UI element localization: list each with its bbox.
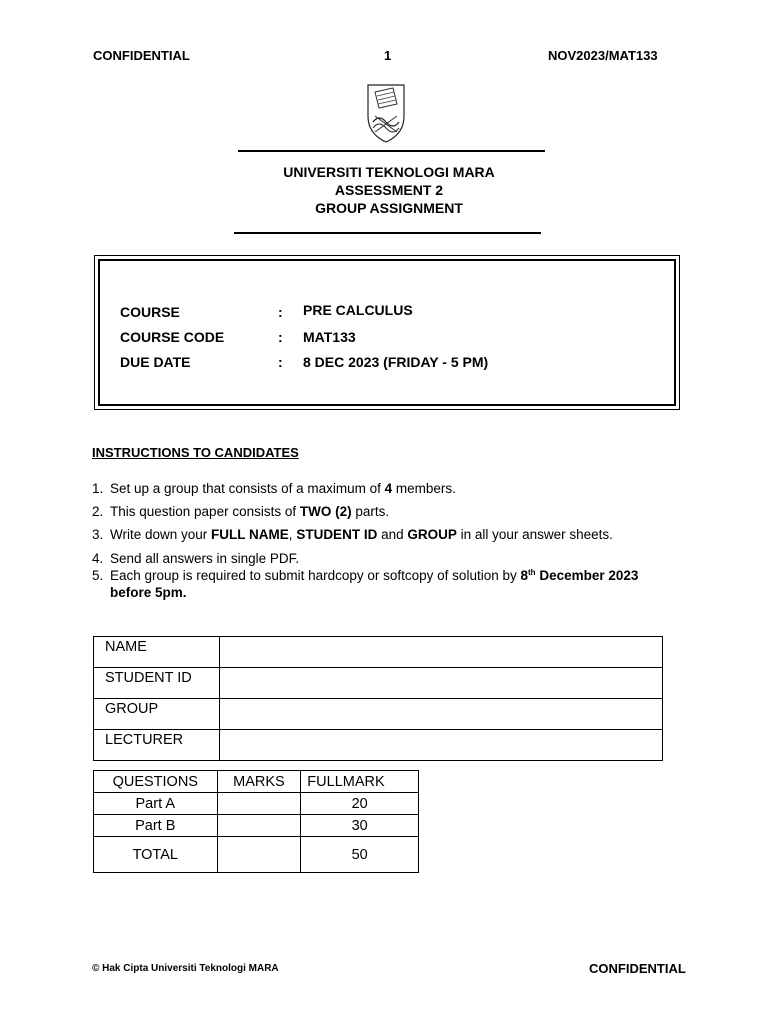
header-paper-code: NOV2023/MAT133 [548, 48, 658, 63]
course-code-label: COURSE CODE [120, 329, 225, 345]
due-date-colon: : [278, 354, 283, 370]
marks-cell[interactable] [217, 837, 301, 873]
table-row [94, 730, 663, 761]
instruction-item [92, 503, 684, 520]
lecturer-field[interactable] [220, 730, 663, 761]
course-code-value: MAT133 [303, 329, 356, 345]
course-colon: : [278, 304, 283, 320]
group-field[interactable] [220, 699, 663, 730]
title-rule-top [238, 150, 545, 152]
instruction-number: 2. [92, 504, 104, 519]
name-field[interactable] [220, 637, 663, 668]
student-id-label: STUDENT ID [94, 668, 220, 699]
instruction-text: This question paper consists of TWO (2) parts. [110, 504, 390, 519]
instruction-number: 5. [92, 568, 104, 583]
fullmark-cell: 50 [301, 837, 419, 873]
course-code-colon: : [278, 329, 283, 345]
course-info-box [94, 255, 680, 410]
marks-cell[interactable] [217, 793, 301, 815]
table-row [94, 699, 663, 730]
instruction-number: 4. [92, 551, 104, 566]
marks-header: MARKS [217, 771, 301, 793]
table-row [94, 637, 663, 668]
title-block [238, 163, 540, 217]
name-label: NAME [94, 637, 220, 668]
questions-header: QUESTIONS [94, 771, 218, 793]
instruction-item [92, 526, 684, 543]
marks-table [93, 770, 419, 873]
instruction-text: Each group is required to submit hardcopy or softcopy of solution by 8th December 2023 before 5pm. [110, 568, 639, 600]
table-row [94, 837, 419, 873]
instruction-text: Send all answers in single PDF. [110, 551, 300, 566]
due-date-value: 8 DEC 2023 (FRIDAY - 5 PM) [303, 354, 489, 370]
fullmark-cell: 20 [301, 793, 419, 815]
table-row [94, 668, 663, 699]
student-info-table [93, 636, 663, 761]
course-value: PRE CALCULUS [303, 302, 413, 318]
table-row [94, 793, 419, 815]
course-info-inner-border [98, 259, 676, 406]
instruction-item [92, 567, 684, 601]
page-number: 1 [384, 48, 392, 63]
instruction-item [92, 550, 684, 567]
fullmark-header: FULLMARK [301, 771, 419, 793]
due-date-label: DUE DATE [120, 354, 191, 370]
question-cell: Part B [94, 815, 218, 837]
instruction-text: Set up a group that consists of a maximum of 4 members. [110, 481, 456, 496]
assignment-type: GROUP ASSIGNMENT [315, 200, 463, 216]
table-row [94, 815, 419, 837]
header-confidential: CONFIDENTIAL [93, 48, 190, 63]
instruction-number: 3. [92, 527, 104, 542]
question-cell: TOTAL [94, 837, 218, 873]
table-header-row [94, 771, 419, 793]
uitm-crest-icon [365, 82, 407, 144]
group-label: GROUP [94, 699, 220, 730]
instruction-number: 1. [92, 481, 104, 496]
marks-cell[interactable] [217, 815, 301, 837]
assessment-title: ASSESSMENT 2 [334, 182, 444, 198]
instruction-text: Write down your FULL NAME, STUDENT ID and GROUP in all your answer sheets. [110, 527, 613, 542]
footer-confidential: CONFIDENTIAL [589, 961, 686, 976]
question-cell: Part A [94, 793, 218, 815]
title-rule-bottom [234, 232, 541, 234]
fullmark-cell: 30 [301, 815, 419, 837]
course-label: COURSE [120, 304, 180, 320]
instructions-title: INSTRUCTIONS TO CANDIDATES [92, 445, 299, 460]
university-name: UNIVERSITI TEKNOLOGI MARA [283, 164, 495, 180]
student-id-field[interactable] [220, 668, 663, 699]
footer-copyright: © Hak Cipta Universiti Teknologi MARA [92, 963, 279, 974]
instruction-item [92, 480, 684, 497]
lecturer-label: LECTURER [94, 730, 220, 761]
